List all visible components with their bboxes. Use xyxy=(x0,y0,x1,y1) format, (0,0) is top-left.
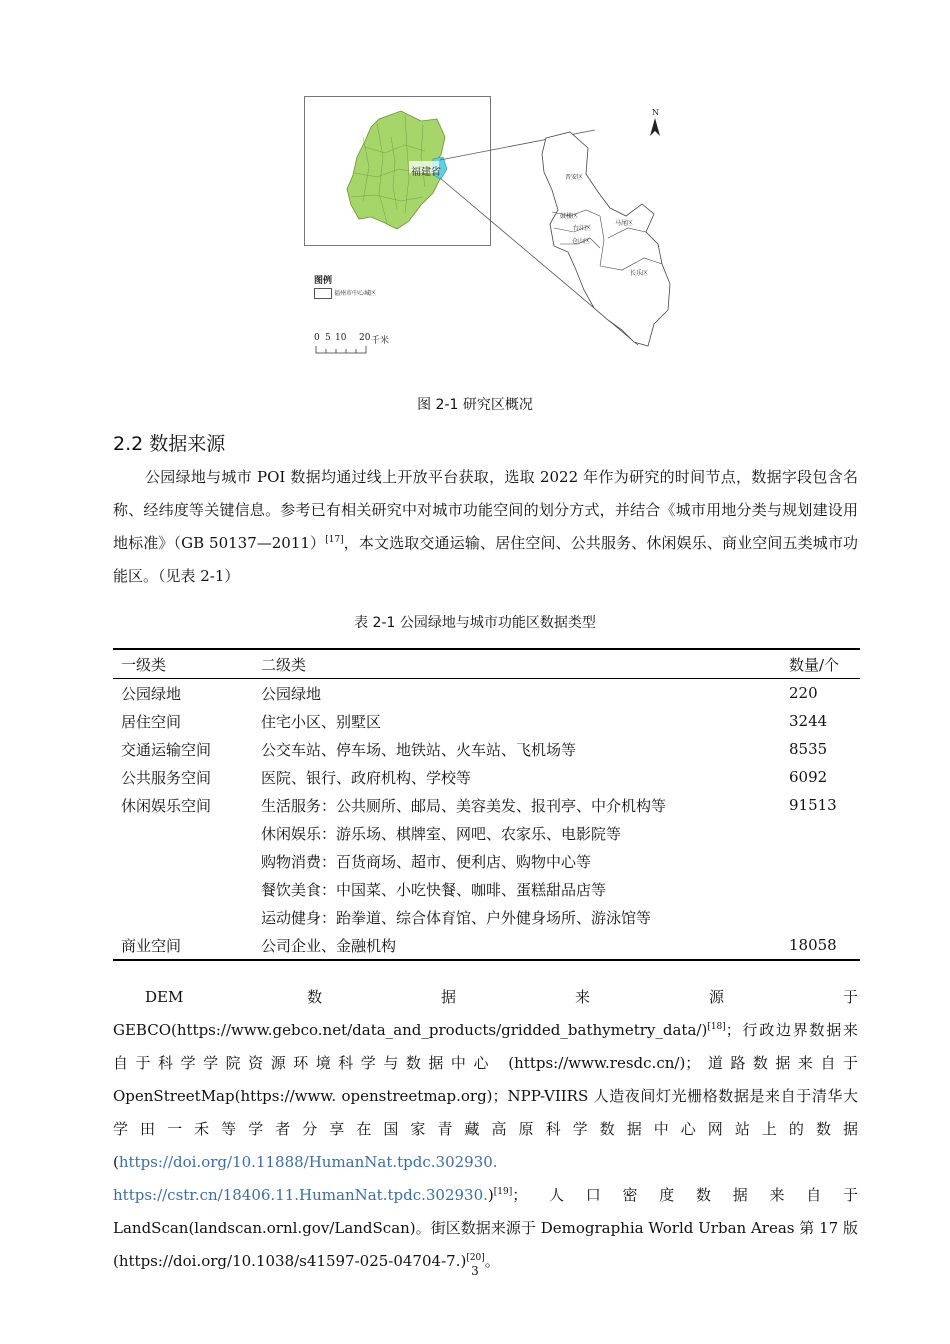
section-heading: 2.2 数据来源 xyxy=(113,433,226,455)
section-paragraph-2 xyxy=(113,981,858,1278)
table-row xyxy=(113,903,860,931)
scale-tick-5: 5 xyxy=(325,333,331,343)
cell-level1: 商业空间 xyxy=(113,931,253,960)
table-row xyxy=(113,735,860,763)
cell-level1: 交通运输空间 xyxy=(121,740,212,759)
cell-level2: 住宅小区、别墅区 xyxy=(261,712,382,731)
cell-level2: 公交车站、停车场、地铁站、火车站、飞机场等 xyxy=(261,740,577,759)
cell-level2: 购物消费：百货商场、超市、便利店、购物中心等 xyxy=(261,852,592,871)
district-label-changle: 长乐区 xyxy=(630,270,649,277)
north-label: N xyxy=(652,108,659,117)
cell-level1 xyxy=(113,819,253,847)
table-row xyxy=(113,679,860,708)
para2-text-4: ；人口密度数据来自于 LandScan(landscan.ornl.gov/LandScan)。街区数据来源于 Demographia World Urban Areas 第 17 版 (https://doi.org/10.1038/s41597-025-04704-7.) xyxy=(113,1186,858,1270)
citation-18: [18] xyxy=(707,1022,726,1032)
cell-level2: 医院、银行、政府机构、学校等 xyxy=(261,768,472,787)
humannat-doi-link[interactable]: https://doi.org/10.11888/HumanNat.tpdc.302930. https://cstr.cn/18406.11.HumanNat.tpdc.302930. xyxy=(113,1153,498,1204)
cell-level1 xyxy=(113,875,253,903)
cell-count: 91513 xyxy=(789,796,837,814)
cell-count xyxy=(781,819,860,847)
legend-item-label: 福州市中心城区 xyxy=(334,290,377,297)
district-label-taijiang: 台江区 xyxy=(573,225,592,232)
table-header-row xyxy=(113,649,860,679)
table-row xyxy=(113,819,860,847)
district-label-mawei: 马尾区 xyxy=(615,220,634,227)
para2-text-1: DEM 数据来源于 GEBCO(https://www.gebco.net/data_and_products/gridded_bathymetry_data/) xyxy=(113,988,858,1039)
cell-count: 8535 xyxy=(789,740,828,758)
table-row xyxy=(113,763,860,791)
district-label-gulou: 鼓楼区 xyxy=(560,213,579,220)
cell-count: 6092 xyxy=(789,768,828,786)
cell-level1 xyxy=(113,847,253,875)
table-row xyxy=(113,931,860,960)
cell-count xyxy=(781,847,860,875)
header-level2: 二级类 xyxy=(253,649,781,679)
study-area-figure xyxy=(300,90,700,390)
para2-text-2: ；行政边界数据来自于科学学院资源环境科学与数据中心 (https://www.resdc.cn/)；道路数据来自于 OpenStreetMap(https://www. openstreetmap.org)；NPP-VIIRS 人造夜间灯光栅格数据是来自于清华大学田一禾等学者分享在国家青藏高原科学数据中心网站上的数据 ( xyxy=(113,1021,858,1171)
cell-level2: 生活服务：公共厕所、邮局、美容美发、报刊亭、中介机构等 xyxy=(261,796,667,815)
cell-level2: 公司企业、金融机构 xyxy=(253,931,781,960)
district-label-jinan: 晋安区 xyxy=(565,174,584,181)
cell-level2: 运动健身：跆拳道、综合体育馆、户外健身场所、游泳馆等 xyxy=(261,908,652,927)
para2-text-5: 。 xyxy=(484,1252,500,1270)
para1-text: 公园绿地与城市 POI 数据均通过线上开放平台获取，选取 2022 年作为研究的时间节点，数据字段包含名称、经纬度等关键信息。参考已有相关研究中对城市功能空间的划分方式，并结合《城市用地分类与规划建设用地标准》（GB 50137—2011） xyxy=(113,468,858,552)
cell-level2: 休闲娱乐：游乐场、棋牌室、网吧、农家乐、电影院等 xyxy=(261,824,622,843)
cell-count: 220 xyxy=(789,684,818,702)
para2-text-3: ) xyxy=(487,1186,494,1204)
table-row xyxy=(113,707,860,735)
table-caption: 表 2-1 公园绿地与城市功能区数据类型 xyxy=(354,615,596,631)
figure-caption: 图 2-1 研究区概况 xyxy=(417,397,533,413)
legend-title: 图例 xyxy=(314,276,333,286)
scale-bar xyxy=(315,346,367,354)
cell-level2: 公园绿地 xyxy=(261,684,322,703)
inset-province-label: 福建省 xyxy=(411,167,441,178)
cell-count: 3244 xyxy=(789,712,828,730)
table-row xyxy=(113,875,860,903)
cell-count: 18058 xyxy=(781,931,860,960)
cell-level1: 休闲娱乐空间 xyxy=(121,796,212,815)
scale-tick-0: 0 xyxy=(314,333,320,343)
data-type-table xyxy=(113,648,860,961)
para1-tail: ，本文选取交通运输、居住空间、公共服务、休闲娱乐、商业空间五类城市功能区。（见表 2-1） xyxy=(113,534,858,585)
scale-unit: 千米 xyxy=(371,336,390,346)
legend-swatch xyxy=(314,288,332,299)
table-row xyxy=(113,847,860,875)
district-label-cangshan: 仓山区 xyxy=(572,238,591,245)
city-outline xyxy=(542,132,670,346)
page-number: 3 xyxy=(471,1264,479,1278)
table-row xyxy=(113,791,860,819)
section-paragraph-1 xyxy=(113,461,858,593)
cell-count xyxy=(781,875,860,903)
scale-tick-10: 10 xyxy=(335,333,347,343)
cell-level1: 公共服务空间 xyxy=(121,768,212,787)
header-level1: 一级类 xyxy=(113,649,253,679)
citation-20: [20] xyxy=(466,1253,485,1263)
header-count: 数量/个 xyxy=(781,649,860,679)
citation-19: [19] xyxy=(493,1187,513,1197)
north-arrow-icon xyxy=(649,118,661,138)
citation-17: [17] xyxy=(325,535,344,545)
cell-level1: 公园绿地 xyxy=(121,684,182,703)
scale-tick-20: 20 xyxy=(359,333,371,343)
cell-level1 xyxy=(113,903,253,931)
central-districts-map xyxy=(530,120,700,360)
cell-level1: 居住空间 xyxy=(121,712,182,731)
cell-count xyxy=(781,903,860,931)
cell-level2: 餐饮美食：中国菜、小吃快餐、咖啡、蛋糕甜品店等 xyxy=(261,880,607,899)
